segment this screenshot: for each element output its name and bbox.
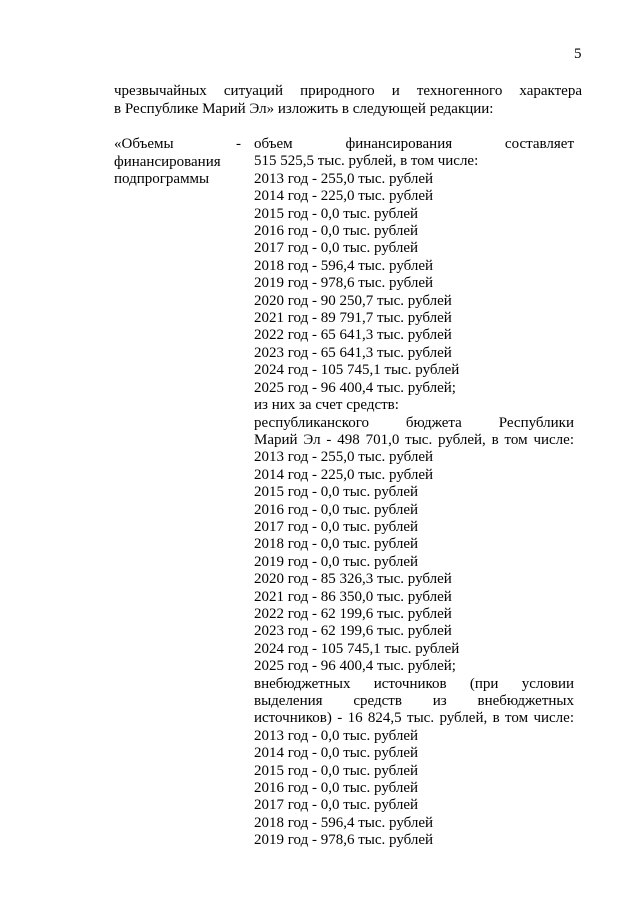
year-funding-line: 2013 год - 255,0 тыс. рублей — [254, 170, 434, 187]
year-funding-line: 2019 год - 0,0 тыс. рублей — [254, 553, 419, 570]
year-funding-line: 2023 год - 65 641,3 тыс. рублей — [254, 344, 452, 361]
year-funding-line: 2025 год - 96 400,4 тыс. рублей; — [254, 379, 456, 396]
year-funding-line: 2021 год - 86 350,0 тыс. рублей — [254, 588, 452, 605]
year-funding-line: 2018 год - 596,4 тыс. рублей — [254, 814, 434, 831]
funding-details — [254, 136, 574, 850]
subprogram-label — [114, 136, 244, 189]
total-heading: объем финансирования составляет — [254, 136, 574, 152]
label-line: «Объемы — [114, 136, 174, 152]
year-funding-line: 2013 год - 0,0 тыс. рублей — [254, 727, 419, 744]
year-funding-line: 2020 год - 90 250,7 тыс. рублей — [254, 292, 452, 309]
year-funding-line: 2017 год - 0,0 тыс. рублей — [254, 518, 419, 535]
year-funding-line: 2021 год - 89 791,7 тыс. рублей — [254, 310, 452, 327]
year-funding-line: 2016 год - 0,0 тыс. рублей — [254, 223, 419, 240]
intro-line: чрезвычайных ситуаций природного и техногенного характера — [114, 83, 582, 99]
extra-years-list — [254, 728, 574, 850]
total-amount: 515 525,5 тыс. рублей, в том числе: — [254, 153, 479, 170]
year-funding-line: 2022 год - 65 641,3 тыс. рублей — [254, 327, 452, 344]
year-funding-line: 2014 год - 225,0 тыс. рублей — [254, 466, 434, 483]
page-number: 5 — [574, 46, 582, 62]
year-funding-line: 2017 год - 0,0 тыс. рублей — [254, 797, 419, 814]
separator-dash: - — [236, 136, 241, 152]
label-line: подпрограммы — [114, 171, 210, 187]
year-funding-line: 2018 год - 0,0 тыс. рублей — [254, 536, 419, 553]
label-line: финансирования — [114, 153, 221, 170]
extra-budget-heading: внебюджетных источников (при условии — [254, 675, 574, 692]
year-funding-line: 2018 год - 596,4 тыс. рублей — [254, 257, 434, 274]
year-funding-line: 2014 год - 225,0 тыс. рублей — [254, 188, 434, 205]
year-funding-line: 2024 год - 105 745,1 тыс. рублей — [254, 362, 460, 379]
year-funding-line: 2015 год - 0,0 тыс. рублей — [254, 762, 419, 779]
year-funding-line: 2019 год - 978,6 тыс. рублей — [254, 832, 434, 849]
republic-budget-amount: Марий Эл - 498 701,0 тыс. рублей, в том числе: — [254, 431, 574, 448]
intro-line: в Республике Марий Эл» изложить в следующей редакции: — [114, 100, 494, 117]
year-funding-line: 2016 год - 0,0 тыс. рублей — [254, 780, 419, 797]
extra-budget-amount: источников) - 16 824,5 тыс. рублей, в том числе: — [254, 710, 574, 727]
year-funding-line: 2025 год - 96 400,4 тыс. рублей; — [254, 658, 456, 675]
year-funding-line: 2015 год - 0,0 тыс. рублей — [254, 205, 419, 222]
year-funding-line: 2020 год - 85 326,3 тыс. рублей — [254, 571, 452, 588]
year-funding-line: 2014 год - 0,0 тыс. рублей — [254, 745, 419, 762]
extra-budget-condition: выделения средств из внебюджетных — [254, 693, 574, 709]
year-funding-line: 2013 год - 255,0 тыс. рублей — [254, 449, 434, 466]
total-years-list — [254, 171, 574, 397]
republic-budget-heading: республиканского бюджета Республики — [254, 414, 574, 431]
year-funding-line: 2019 год - 978,6 тыс. рублей — [254, 275, 434, 292]
year-funding-line: 2015 год - 0,0 тыс. рублей — [254, 484, 419, 501]
year-funding-line: 2016 год - 0,0 тыс. рублей — [254, 501, 419, 518]
sources-heading: из них за счет средств: — [254, 397, 399, 414]
year-funding-line: 2023 год - 62 199,6 тыс. рублей — [254, 623, 452, 640]
year-funding-line: 2017 год - 0,0 тыс. рублей — [254, 240, 419, 257]
year-funding-line: 2022 год - 62 199,6 тыс. рублей — [254, 605, 452, 622]
year-funding-line: 2024 год - 105 745,1 тыс. рублей — [254, 640, 460, 657]
republic-years-list — [254, 449, 574, 675]
intro-paragraph — [114, 83, 582, 118]
